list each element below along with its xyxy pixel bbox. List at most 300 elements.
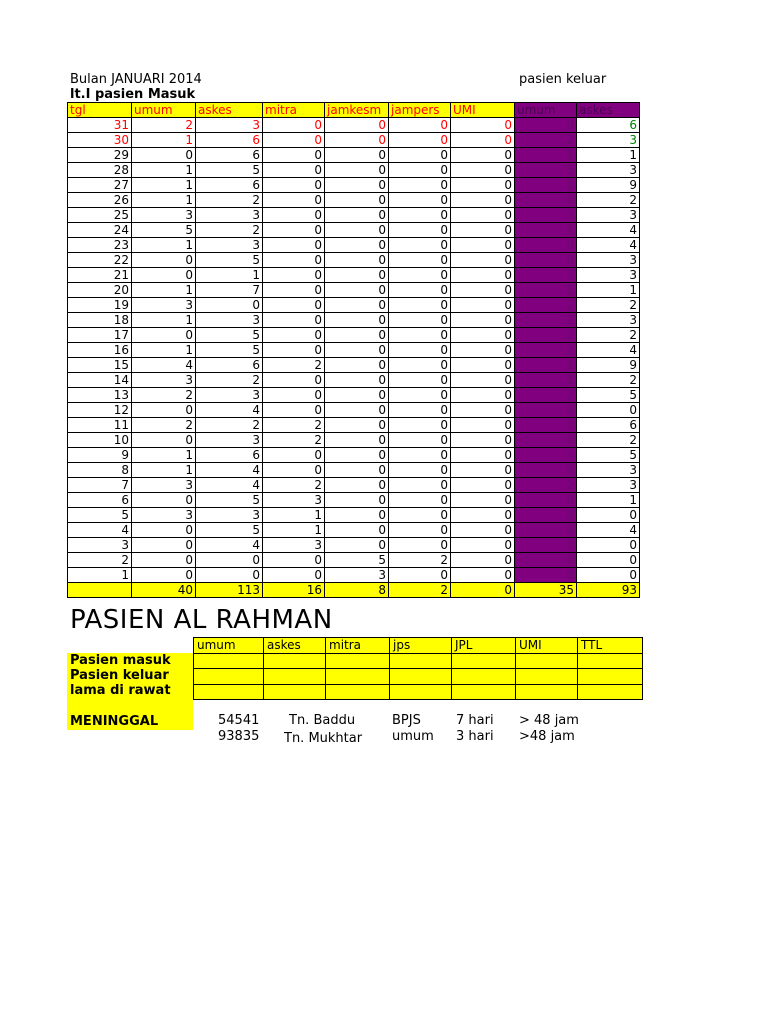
- table-cell: 2: [196, 373, 263, 388]
- table-cell: 0: [515, 508, 577, 523]
- table-cell: 0: [263, 448, 325, 463]
- table-cell: 0: [325, 298, 389, 313]
- table-cell: 2: [515, 133, 577, 148]
- table-cell: 40: [132, 583, 196, 598]
- table-cell: 8: [68, 463, 132, 478]
- table-cell: 6: [68, 493, 132, 508]
- table-cell: 0: [389, 373, 451, 388]
- summary-cell: [194, 684, 264, 700]
- table-cell: 0: [325, 163, 389, 178]
- table-cell: 0: [389, 358, 451, 373]
- table-row: [68, 268, 640, 283]
- table-cell: 0: [132, 523, 196, 538]
- summary-column-header: JPL: [452, 638, 516, 654]
- table-cell: 0: [451, 268, 515, 283]
- column-header: askes: [577, 103, 640, 118]
- table-row: [68, 313, 640, 328]
- table-row: [68, 238, 640, 253]
- table-cell: 5: [577, 388, 640, 403]
- table-cell: 1: [515, 148, 577, 163]
- table-cell: 0: [389, 418, 451, 433]
- table-cell: 2: [196, 223, 263, 238]
- table-cell: 0: [263, 268, 325, 283]
- table-cell: 3: [577, 253, 640, 268]
- table-cell: 0: [196, 553, 263, 568]
- summary-cell: [390, 653, 452, 669]
- column-header: jampers: [389, 103, 451, 118]
- table-row: [68, 538, 640, 553]
- table-row: [68, 208, 640, 223]
- summary-cell: [194, 669, 264, 685]
- death-name: Tn. Baddu: [289, 713, 356, 728]
- table-cell: 0: [196, 568, 263, 583]
- table-cell: 0: [196, 298, 263, 313]
- table-cell: 0: [515, 523, 577, 538]
- table-cell: 2: [263, 478, 325, 493]
- table-cell: 1: [263, 523, 325, 538]
- table-cell: 1: [515, 283, 577, 298]
- table-cell: 12: [68, 403, 132, 418]
- table-cell: 93: [577, 583, 640, 598]
- table-cell: 0: [325, 178, 389, 193]
- table-cell: 7: [196, 283, 263, 298]
- table-cell: 0: [132, 493, 196, 508]
- table-cell: 2: [577, 193, 640, 208]
- table-cell: 0: [451, 208, 515, 223]
- table-cell: 0: [515, 568, 577, 583]
- table-cell: 6: [196, 148, 263, 163]
- table-cell: 0: [515, 238, 577, 253]
- table-cell: 0: [325, 403, 389, 418]
- table-cell: 0: [451, 538, 515, 553]
- column-header: umum: [515, 103, 577, 118]
- table-cell: 3: [325, 568, 389, 583]
- table-cell: 5: [196, 523, 263, 538]
- table-cell: 0: [263, 568, 325, 583]
- table-cell: 0: [132, 148, 196, 163]
- summary-cell: [390, 669, 452, 685]
- table-cell: 0: [451, 403, 515, 418]
- summary-cell: [194, 653, 264, 669]
- table-cell: 0: [325, 433, 389, 448]
- table-cell: 0: [263, 343, 325, 358]
- summary-cell: [264, 669, 326, 685]
- table-cell: 0: [389, 463, 451, 478]
- table-cell: 4: [132, 358, 196, 373]
- table-cell: 5: [325, 553, 389, 568]
- summary-column-header: UMI: [516, 638, 578, 654]
- table-cell: 2: [515, 328, 577, 343]
- table-cell: 3: [515, 268, 577, 283]
- table-cell: 3: [577, 133, 640, 148]
- table-cell: 0: [325, 358, 389, 373]
- table-row: [68, 523, 640, 538]
- table-cell: 0: [325, 343, 389, 358]
- table-cell: 0: [263, 313, 325, 328]
- table-cell: 0: [389, 478, 451, 493]
- row-label-pasien-masuk: Pasien masuk: [70, 653, 171, 668]
- table-cell: 0: [389, 223, 451, 238]
- table-cell: 0: [451, 553, 515, 568]
- table-cell: 0: [515, 493, 577, 508]
- table-row: [68, 223, 640, 238]
- table-cell: 0: [263, 463, 325, 478]
- table-cell: 0: [325, 118, 389, 133]
- column-header: mitra: [263, 103, 325, 118]
- table-cell: 0: [389, 538, 451, 553]
- table-cell: 19: [68, 298, 132, 313]
- table-row: [68, 328, 640, 343]
- table-cell: 0: [515, 418, 577, 433]
- table-cell: 0: [389, 253, 451, 268]
- table-cell: 2: [263, 418, 325, 433]
- table-cell: 0: [451, 193, 515, 208]
- death-no: 54541: [218, 713, 260, 728]
- table-cell: 0: [325, 373, 389, 388]
- table-cell: 0: [389, 328, 451, 343]
- table-cell: 7: [68, 478, 132, 493]
- table-row: [68, 133, 640, 148]
- table-cell: 13: [68, 388, 132, 403]
- table-cell: 21: [68, 268, 132, 283]
- table-cell: 1: [68, 568, 132, 583]
- row-label-pasien-keluar: Pasien keluar: [70, 668, 169, 683]
- table-cell: 0: [263, 298, 325, 313]
- table-cell: 3: [577, 208, 640, 223]
- table-cell: 4: [577, 223, 640, 238]
- table-cell: 0: [263, 178, 325, 193]
- table-cell: 0: [451, 448, 515, 463]
- table-row: [68, 508, 640, 523]
- table-cell: 1: [132, 163, 196, 178]
- table-cell: 0: [263, 163, 325, 178]
- table-cell: 4: [577, 343, 640, 358]
- table-cell: 29: [68, 148, 132, 163]
- table-row: [68, 178, 640, 193]
- table-cell: 0: [451, 148, 515, 163]
- table-cell: 6: [196, 178, 263, 193]
- table-cell: 23: [68, 238, 132, 253]
- table-cell: 0: [325, 538, 389, 553]
- table-cell: 0: [325, 463, 389, 478]
- table-cell: 22: [68, 253, 132, 268]
- table-cell: 0: [263, 193, 325, 208]
- column-header: umum: [132, 103, 196, 118]
- summary-cell: [578, 653, 643, 669]
- death-time: >48 jam: [519, 729, 575, 744]
- table-cell: 0: [515, 553, 577, 568]
- table-cell: 2: [389, 553, 451, 568]
- column-header: tgl: [68, 103, 132, 118]
- table-cell: 5: [196, 253, 263, 268]
- table-cell: 9: [68, 448, 132, 463]
- table-cell: 1: [132, 463, 196, 478]
- table-row: [68, 343, 640, 358]
- summary-cell: [264, 653, 326, 669]
- table-row: [68, 388, 640, 403]
- table-cell: 0: [577, 403, 640, 418]
- table-cell: 6: [577, 418, 640, 433]
- table-cell: 18: [68, 313, 132, 328]
- table-cell: 2: [196, 193, 263, 208]
- table-row: [68, 358, 640, 373]
- table-cell: 0: [325, 328, 389, 343]
- summary-cell: [516, 653, 578, 669]
- table-cell: 0: [263, 373, 325, 388]
- table-cell: [68, 583, 132, 598]
- table-cell: 0: [325, 493, 389, 508]
- table-cell: 0: [263, 283, 325, 298]
- table-cell: 0: [451, 463, 515, 478]
- table-cell: 0: [263, 253, 325, 268]
- summary-cell: [326, 669, 390, 685]
- table-cell: 0: [451, 508, 515, 523]
- table-cell: 0: [577, 553, 640, 568]
- summary-cell: [452, 669, 516, 685]
- table-cell: 0: [389, 118, 451, 133]
- table-cell: 4: [577, 238, 640, 253]
- table-cell: 0: [577, 508, 640, 523]
- table-cell: 25: [68, 208, 132, 223]
- table-row: [68, 148, 640, 163]
- table-cell: 2: [515, 478, 577, 493]
- table-cell: 5: [132, 223, 196, 238]
- table-cell: 0: [389, 163, 451, 178]
- table-cell: 0: [515, 193, 577, 208]
- table-cell: 1: [196, 268, 263, 283]
- table-cell: 0: [515, 538, 577, 553]
- table-cell: 0: [451, 568, 515, 583]
- table-cell: 8: [325, 583, 389, 598]
- table-cell: 3: [577, 478, 640, 493]
- table-cell: 4: [196, 463, 263, 478]
- table-cell: 0: [263, 328, 325, 343]
- summary-cell: [516, 684, 578, 700]
- table-cell: 0: [515, 403, 577, 418]
- table-cell: 0: [451, 343, 515, 358]
- table-cell: 0: [263, 553, 325, 568]
- table-cell: 0: [389, 193, 451, 208]
- table-cell: 0: [132, 553, 196, 568]
- table-cell: 5: [68, 508, 132, 523]
- table-cell: 0: [263, 148, 325, 163]
- summary-cell: [326, 653, 390, 669]
- table-cell: 2: [515, 298, 577, 313]
- summary-column-header: mitra: [326, 638, 390, 654]
- table-cell: 0: [132, 253, 196, 268]
- table-cell: 0: [389, 343, 451, 358]
- table-cell: 3: [196, 238, 263, 253]
- table-cell: 1: [577, 493, 640, 508]
- table-row: [68, 403, 640, 418]
- table-cell: 0: [389, 388, 451, 403]
- table-cell: 0: [132, 328, 196, 343]
- table-cell: 0: [132, 568, 196, 583]
- row-label-lama-di-rawat: lama di rawat: [70, 683, 171, 698]
- table-cell: 0: [515, 118, 577, 133]
- table-cell: 0: [451, 238, 515, 253]
- table-cell: 3: [577, 163, 640, 178]
- table-cell: 1: [515, 223, 577, 238]
- death-time: > 48 jam: [519, 713, 579, 728]
- table-cell: 3: [263, 538, 325, 553]
- table-cell: 0: [325, 313, 389, 328]
- table-cell: 3: [196, 208, 263, 223]
- summary-row: [194, 684, 643, 700]
- table-cell: 4: [196, 478, 263, 493]
- table-cell: 0: [389, 433, 451, 448]
- table-cell: 0: [389, 313, 451, 328]
- table-cell: 15: [68, 358, 132, 373]
- table-cell: 16: [263, 583, 325, 598]
- table-cell: 0: [451, 373, 515, 388]
- table-cell: 2: [132, 418, 196, 433]
- table-cell: 0: [451, 283, 515, 298]
- table-cell: 1: [577, 148, 640, 163]
- table-cell: 0: [325, 148, 389, 163]
- table-cell: 9: [577, 178, 640, 193]
- table-cell: 0: [389, 238, 451, 253]
- table-cell: 11: [68, 418, 132, 433]
- table-cell: 31: [68, 118, 132, 133]
- table-cell: 3: [196, 508, 263, 523]
- table-row: [68, 118, 640, 133]
- table-cell: 0: [263, 223, 325, 238]
- table-cell: 26: [68, 193, 132, 208]
- table-cell: 3: [263, 493, 325, 508]
- table-cell: 10: [68, 433, 132, 448]
- table-cell: 2: [577, 298, 640, 313]
- table-cell: 1: [132, 283, 196, 298]
- table-cell: 3: [577, 313, 640, 328]
- table-cell: 0: [325, 508, 389, 523]
- column-header: jamkesm: [325, 103, 389, 118]
- table-cell: 27: [68, 178, 132, 193]
- table-cell: 3: [196, 388, 263, 403]
- table-cell: 28: [68, 163, 132, 178]
- table-cell: 2: [515, 343, 577, 358]
- table-cell: 0: [389, 283, 451, 298]
- summary-row: [194, 669, 643, 685]
- table-cell: 0: [451, 178, 515, 193]
- table-cell: 0: [389, 298, 451, 313]
- table-cell: 0: [325, 448, 389, 463]
- table-cell: 0: [389, 178, 451, 193]
- summary-title: PASIEN AL RAHMAN: [70, 605, 333, 635]
- pasien-keluar-label: pasien keluar: [519, 72, 607, 87]
- table-cell: 3: [515, 208, 577, 223]
- table-cell: 0: [515, 433, 577, 448]
- table-cell: 1: [132, 313, 196, 328]
- table-row: [68, 373, 640, 388]
- table-cell: 3: [68, 538, 132, 553]
- table-cell: 35: [515, 583, 577, 598]
- table-cell: 0: [389, 508, 451, 523]
- table-cell: 5: [577, 448, 640, 463]
- table-cell: 2: [196, 418, 263, 433]
- table-cell: 0: [577, 538, 640, 553]
- summary-table: [193, 637, 643, 700]
- table-cell: 0: [132, 433, 196, 448]
- table-cell: 2: [577, 328, 640, 343]
- table-row: [68, 163, 640, 178]
- table-cell: 3: [577, 463, 640, 478]
- table-cell: 0: [389, 268, 451, 283]
- table-cell: 0: [451, 163, 515, 178]
- death-stay: 7 hari: [456, 713, 494, 728]
- table-cell: 0: [515, 463, 577, 478]
- summary-cell: [578, 684, 643, 700]
- summary-column-header: jps: [390, 638, 452, 654]
- table-cell: 17: [68, 328, 132, 343]
- summary-cell: [390, 684, 452, 700]
- table-cell: 0: [263, 208, 325, 223]
- table-cell: 1: [263, 508, 325, 523]
- table-cell: 0: [451, 583, 515, 598]
- table-cell: 1: [132, 178, 196, 193]
- table-cell: 0: [325, 388, 389, 403]
- table-row: [68, 283, 640, 298]
- table-row: [68, 433, 640, 448]
- table-header-row: [68, 103, 640, 118]
- column-header: UMI: [451, 103, 515, 118]
- death-name: Tn. Mukhtar: [284, 731, 363, 746]
- summary-cell: [452, 684, 516, 700]
- table-cell: 3: [132, 373, 196, 388]
- table-cell: 5: [196, 163, 263, 178]
- table-cell: 0: [325, 523, 389, 538]
- table-cell: 0: [451, 388, 515, 403]
- table-cell: 0: [577, 568, 640, 583]
- totals-row: [68, 583, 640, 598]
- table-cell: 0: [389, 403, 451, 418]
- table-cell: 0: [263, 403, 325, 418]
- table-row: [68, 448, 640, 463]
- table-cell: 30: [68, 133, 132, 148]
- table-cell: 0: [263, 133, 325, 148]
- table-cell: 0: [389, 208, 451, 223]
- summary-cell: [264, 684, 326, 700]
- table-cell: 1: [132, 343, 196, 358]
- table-cell: 0: [325, 193, 389, 208]
- table-cell: 2: [132, 118, 196, 133]
- month-title: Bulan JANUARI 2014: [70, 72, 202, 87]
- table-cell: 0: [263, 118, 325, 133]
- table-cell: 4: [577, 523, 640, 538]
- table-cell: 0: [325, 283, 389, 298]
- summary-column-header: TTL: [578, 638, 643, 654]
- table-cell: 2: [389, 583, 451, 598]
- death-payer: BPJS: [392, 713, 421, 728]
- floor-title: lt.I pasien Masuk: [70, 87, 196, 102]
- table-cell: 0: [451, 328, 515, 343]
- table-cell: 24: [68, 223, 132, 238]
- table-cell: 3: [132, 478, 196, 493]
- column-header: askes: [196, 103, 263, 118]
- table-row: [68, 493, 640, 508]
- summary-cell: [452, 653, 516, 669]
- table-cell: 0: [451, 313, 515, 328]
- table-cell: 3: [132, 298, 196, 313]
- table-cell: 6: [196, 448, 263, 463]
- table-cell: 2: [132, 388, 196, 403]
- table-cell: 0: [389, 493, 451, 508]
- table-cell: 0: [451, 298, 515, 313]
- table-cell: 6: [577, 118, 640, 133]
- table-cell: 0: [451, 133, 515, 148]
- table-cell: 0: [451, 118, 515, 133]
- table-cell: 2: [577, 373, 640, 388]
